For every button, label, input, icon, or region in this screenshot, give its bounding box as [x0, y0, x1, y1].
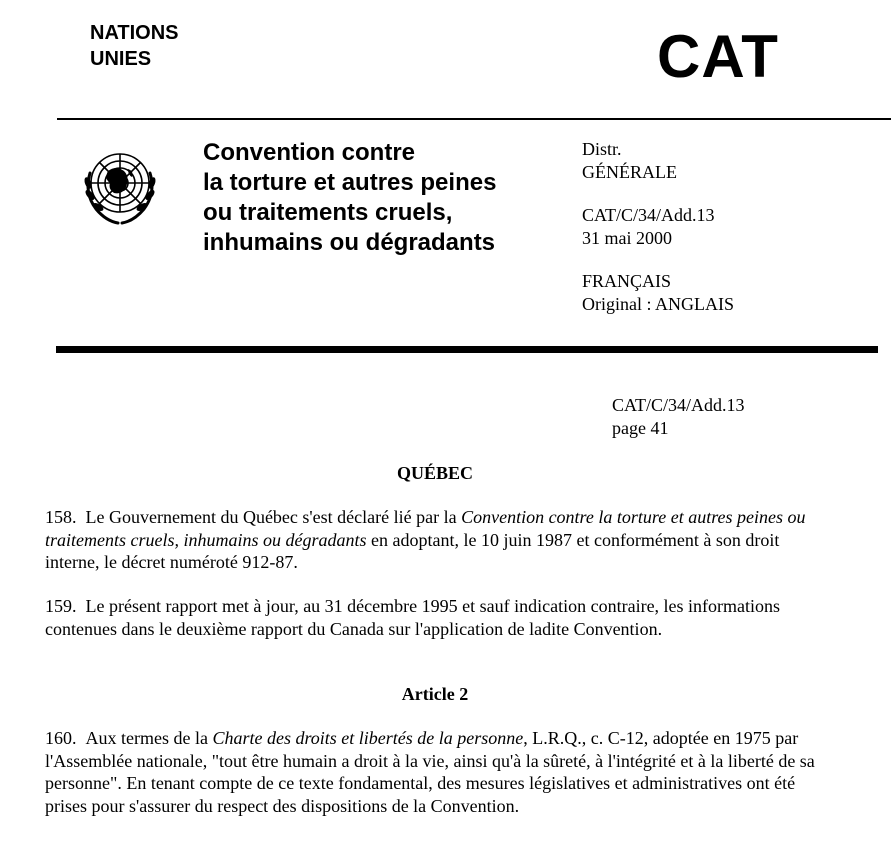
paragraph-number: 159. — [45, 596, 77, 616]
convention-title-line: inhumains ou dégradants — [203, 229, 496, 256]
committee-symbol: CAT — [657, 23, 779, 90]
paragraph-text: Le présent rapport met à jour, au 31 décembre 1995 et sauf indication contraire, les informations contenues dans le deuxième rapport du Canada sur l'application de ladite Convention. — [45, 596, 781, 639]
convention-title-line: ou traitements cruels, — [203, 199, 453, 226]
paragraph-159 — [45, 595, 830, 640]
paragraph-160 — [45, 727, 830, 817]
org-line-1: NATIONS — [90, 22, 179, 44]
paragraph-text: Le Gouvernement du Québec s'est déclaré lié par la — [85, 507, 457, 527]
section-heading-quebec: QUÉBEC — [396, 463, 474, 483]
paragraph-number: 158. — [45, 507, 77, 527]
organization-name — [90, 20, 179, 72]
header-thick-rule — [56, 346, 878, 353]
distribution-block — [582, 138, 734, 316]
paragraph-text: en adoptant, le 10 juin 1987 et conformément à son droit interne, le décret numéroté 912-87. — [45, 529, 780, 572]
original-language: Original : ANGLAIS — [582, 294, 734, 314]
convention-title-line: la torture et autres peines — [203, 169, 497, 196]
page-document-symbol: CAT/C/34/Add.13 — [612, 395, 745, 415]
paragraph-text: Aux termes de la — [85, 728, 208, 748]
distribution-label: Distr. — [582, 139, 622, 159]
page-header — [612, 394, 745, 440]
document-date: 31 mai 2000 — [582, 228, 672, 248]
distribution-value: GÉNÉRALE — [582, 162, 677, 182]
document-language: FRANÇAIS — [582, 271, 672, 291]
document-symbol: CAT/C/34/Add.13 — [582, 205, 715, 225]
charter-citation: Charte des droits et libertés de la personne — [212, 728, 524, 748]
convention-title-line: Convention contre — [203, 139, 416, 166]
org-line-2: UNIES — [90, 48, 152, 70]
paragraph-158 — [45, 506, 830, 574]
section-heading-article-2: Article 2 — [401, 684, 469, 704]
convention-citation: Convention contre la torture et autres peines ou traitements cruels, inhumains ou dégradants — [45, 507, 806, 550]
header-rule — [57, 118, 891, 120]
un-emblem-icon — [78, 143, 162, 235]
convention-title — [203, 138, 496, 258]
page-number: page 41 — [612, 418, 669, 438]
paragraph-number: 160. — [45, 728, 77, 748]
paragraph-text: , L.R.Q., c. C-12, adoptée en 1975 par l'Assemblée nationale, "tout être humain a droit à la vie, ainsi qu'à la sûreté, à l'intégrité et à la liberté de sa personne". En tenant compte de ce texte fondamental, des mesures législatives et administratives ont été prises pour s'assurer du respect des dispositions de la Convention. — [45, 728, 815, 816]
